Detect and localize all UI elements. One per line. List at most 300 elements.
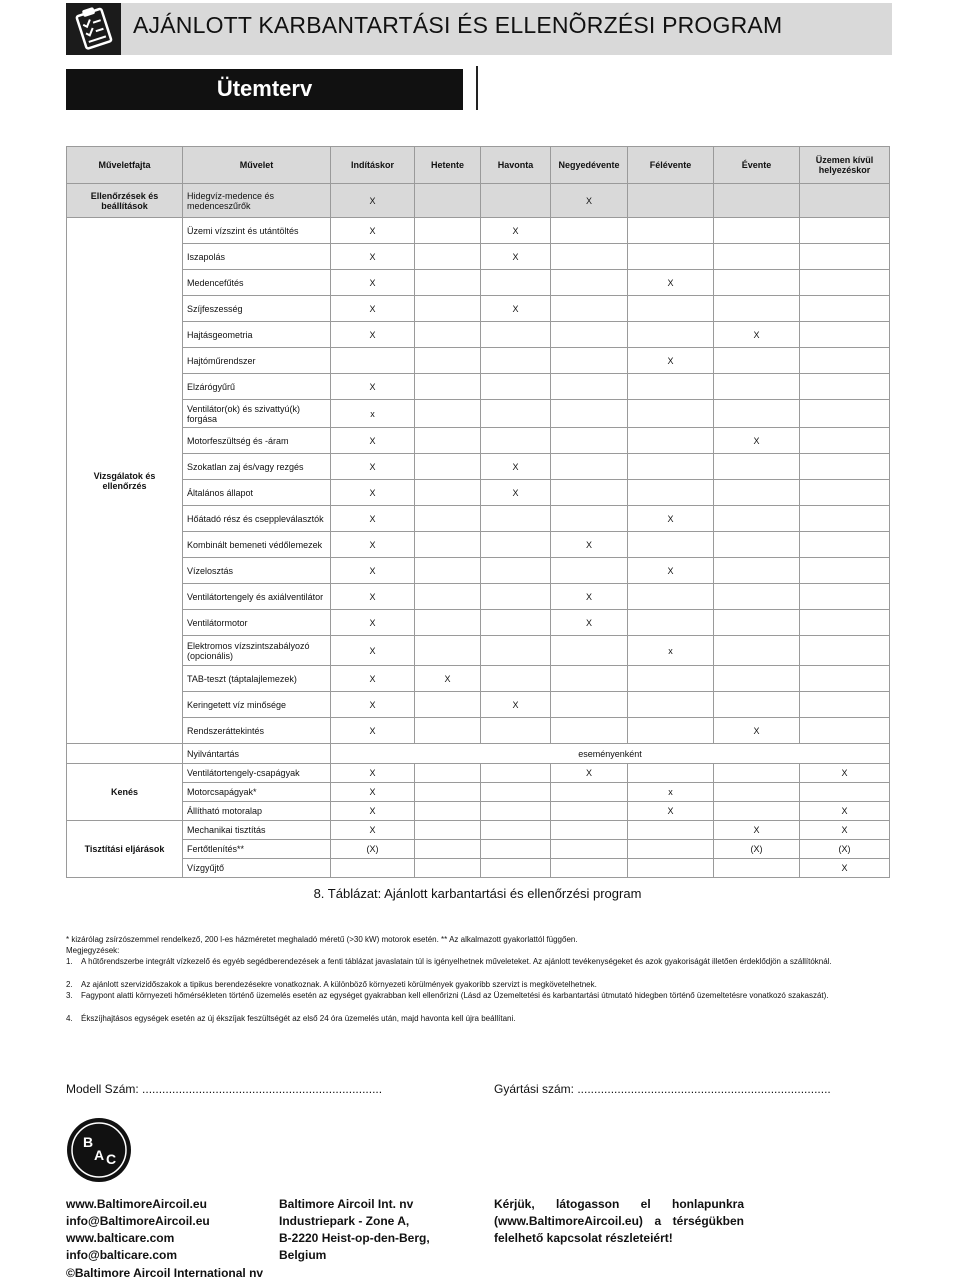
frequency-mark-cell <box>800 610 890 636</box>
frequency-mark-cell <box>415 783 481 802</box>
footer-link[interactable]: www.BaltimoreAircoil.eu <box>66 1197 207 1211</box>
frequency-mark-cell <box>628 480 714 506</box>
frequency-mark-cell <box>628 296 714 322</box>
frequency-mark-cell <box>481 506 551 532</box>
bac-logo <box>66 1117 132 1183</box>
operation-cell: Hőátadó rész és cseppleválasztók <box>183 506 331 532</box>
frequency-mark-cell <box>551 270 628 296</box>
operation-cell: Üzemi vízszint és utántöltés <box>183 218 331 244</box>
frequency-mark-cell <box>481 322 551 348</box>
frequency-mark-cell: X <box>551 764 628 783</box>
footer-link[interactable]: info@BaltimoreAircoil.eu <box>66 1214 210 1228</box>
frequency-mark-cell <box>800 718 890 744</box>
frequency-mark-cell <box>481 821 551 840</box>
frequency-mark-cell <box>551 400 628 428</box>
frequency-mark-cell: X <box>800 764 890 783</box>
table-caption: 8. Táblázat: Ajánlott karbantartási és ellenőrzési program <box>313 886 642 901</box>
frequency-mark-cell <box>628 454 714 480</box>
frequency-mark-cell <box>800 270 890 296</box>
frequency-mark-cell: X <box>331 322 415 348</box>
frequency-mark-cell <box>415 218 481 244</box>
serial-number-field[interactable]: Gyártási szám: ............................................................................ <box>494 1082 831 1096</box>
frequency-mark-cell <box>714 636 800 666</box>
frequency-mark-cell <box>628 532 714 558</box>
column-header: Félévente <box>628 147 714 184</box>
frequency-mark-cell: X <box>628 802 714 821</box>
frequency-mark-cell <box>628 244 714 270</box>
operation-cell: Fertőtlenítés** <box>183 840 331 859</box>
operation-cell: Szokatlan zaj és/vagy rezgés <box>183 454 331 480</box>
frequency-mark-cell <box>551 636 628 666</box>
frequency-mark-cell <box>551 802 628 821</box>
operation-cell: Hajtóműrendszer <box>183 348 331 374</box>
svg-text:C: C <box>106 1151 117 1167</box>
frequency-mark-cell <box>415 859 481 878</box>
frequency-mark-cell <box>714 218 800 244</box>
frequency-mark-cell: X <box>331 636 415 666</box>
frequency-mark-cell: X <box>714 322 800 348</box>
table-row <box>67 783 890 802</box>
frequency-mark-cell <box>481 840 551 859</box>
frequency-mark-cell <box>415 718 481 744</box>
frequency-mark-cell <box>714 802 800 821</box>
frequency-mark-cell <box>714 374 800 400</box>
column-header: Évente <box>714 147 800 184</box>
frequency-mark-cell <box>551 322 628 348</box>
operation-cell: Vízgyűjtő <box>183 859 331 878</box>
frequency-mark-cell <box>714 480 800 506</box>
frequency-mark-cell <box>714 244 800 270</box>
frequency-mark-cell <box>551 348 628 374</box>
table-row <box>67 374 890 400</box>
frequency-mark-cell: x <box>331 400 415 428</box>
column-header: Hetente <box>415 147 481 184</box>
operation-cell: Általános állapot <box>183 480 331 506</box>
frequency-mark-cell <box>481 558 551 584</box>
frequency-mark-cell <box>551 666 628 692</box>
frequency-mark-cell <box>481 348 551 374</box>
address-line: Belgium <box>279 1248 327 1262</box>
frequency-mark-cell: X <box>331 821 415 840</box>
frequency-mark-cell: X <box>551 584 628 610</box>
frequency-mark-cell <box>800 374 890 400</box>
frequency-mark-cell <box>800 584 890 610</box>
frequency-mark-cell <box>628 218 714 244</box>
operation-cell: Hajtásgeometria <box>183 322 331 348</box>
operation-cell: Vízelosztás <box>183 558 331 584</box>
frequency-mark-cell <box>415 480 481 506</box>
frequency-mark-cell <box>628 859 714 878</box>
frequency-mark-cell <box>415 506 481 532</box>
frequency-mark-cell <box>415 348 481 374</box>
frequency-mark-cell <box>628 428 714 454</box>
frequency-mark-cell <box>628 374 714 400</box>
operation-cell: Nyilvántartás <box>183 744 331 764</box>
frequency-mark-cell: X <box>481 244 551 270</box>
header-divider <box>476 66 478 110</box>
frequency-mark-cell <box>628 821 714 840</box>
frequency-mark-cell <box>628 764 714 783</box>
frequency-mark-cell <box>415 244 481 270</box>
frequency-mark-cell: X <box>481 454 551 480</box>
column-header: Műveletfajta <box>67 147 183 184</box>
frequency-mark-cell <box>714 783 800 802</box>
note-text: Fagypont alatti környezeti hőmérsékleten történő üzemelés esetén az egységet gyakrabban kell ellenőrizni (Lásd az Üzemeltetési és karbantartási útmutató hidegben történő üzemeltetésre vonatkozó szakaszát). <box>81 991 829 1000</box>
table-row <box>67 244 890 270</box>
frequency-mark-cell: X <box>628 270 714 296</box>
operation-type-cell: Kenés <box>67 764 183 821</box>
page-title: AJÁNLOTT KARBANTARTÁSI ÉS ELLENÕRZÉSI PROGRAM <box>133 12 783 38</box>
frequency-mark-cell <box>551 244 628 270</box>
frequency-mark-cell <box>481 428 551 454</box>
table-row <box>67 454 890 480</box>
frequency-mark-cell <box>415 764 481 783</box>
frequency-mark-cell <box>714 610 800 636</box>
note-item <box>66 979 889 990</box>
frequency-mark-cell <box>415 692 481 718</box>
operation-type-cell <box>67 744 183 764</box>
operation-cell: Medencefűtés <box>183 270 331 296</box>
frequency-mark-cell <box>800 348 890 374</box>
frequency-mark-cell: X <box>331 428 415 454</box>
frequency-mark-cell <box>714 859 800 878</box>
frequency-mark-cell: X <box>331 610 415 636</box>
frequency-mark-cell: X <box>331 764 415 783</box>
table-row <box>67 400 890 428</box>
frequency-mark-cell: X <box>331 506 415 532</box>
frequency-note-cell: eseményenként <box>331 744 890 764</box>
frequency-mark-cell <box>481 532 551 558</box>
operation-cell: Mechanikai tisztítás <box>183 821 331 840</box>
frequency-mark-cell <box>714 532 800 558</box>
frequency-mark-cell <box>714 454 800 480</box>
frequency-mark-cell <box>628 666 714 692</box>
frequency-mark-cell <box>551 480 628 506</box>
column-header: Művelet <box>183 147 331 184</box>
frequency-mark-cell: X <box>714 821 800 840</box>
frequency-mark-cell <box>800 244 890 270</box>
frequency-mark-cell: X <box>331 558 415 584</box>
note-number: 2. <box>66 980 73 989</box>
note-text: Ékszíjhajtásos egységek esetén az új ékszíjak feszültségét az első 24 óra üzemelés után, majd havonta kell újra beállítani. <box>81 1014 516 1023</box>
operation-cell: Keringetett víz minősége <box>183 692 331 718</box>
frequency-mark-cell: X <box>331 532 415 558</box>
model-number-field[interactable]: Modell Szám: ........................................................................ <box>66 1082 383 1096</box>
table-row <box>67 840 890 859</box>
frequency-mark-cell <box>481 610 551 636</box>
frequency-mark-cell <box>415 532 481 558</box>
frequency-mark-cell: X <box>331 666 415 692</box>
table-row <box>67 821 890 840</box>
table-row <box>67 218 890 244</box>
table-row <box>67 666 890 692</box>
frequency-mark-cell: X <box>331 218 415 244</box>
frequency-mark-cell <box>628 840 714 859</box>
frequency-mark-cell <box>714 296 800 322</box>
frequency-mark-cell <box>800 218 890 244</box>
frequency-mark-cell <box>551 718 628 744</box>
frequency-mark-cell <box>628 692 714 718</box>
frequency-mark-cell <box>800 454 890 480</box>
frequency-mark-cell: X <box>331 454 415 480</box>
frequency-mark-cell: (X) <box>800 840 890 859</box>
operation-cell: Ventilátormotor <box>183 610 331 636</box>
svg-text:A: A <box>94 1147 105 1163</box>
frequency-mark-cell: X <box>800 821 890 840</box>
frequency-mark-cell <box>551 454 628 480</box>
frequency-mark-cell <box>628 184 714 218</box>
frequency-mark-cell: X <box>628 558 714 584</box>
operation-cell: Állítható motoralap <box>183 802 331 821</box>
frequency-mark-cell <box>481 764 551 783</box>
frequency-mark-cell: X <box>331 584 415 610</box>
maintenance-table <box>66 146 890 878</box>
frequency-mark-cell <box>481 636 551 666</box>
frequency-mark-cell <box>714 692 800 718</box>
frequency-mark-cell: X <box>331 184 415 218</box>
frequency-mark-cell: X <box>331 692 415 718</box>
frequency-mark-cell <box>415 840 481 859</box>
visit-line: Kérjük, látogasson el honlapunkra <box>494 1197 744 1211</box>
frequency-mark-cell <box>481 400 551 428</box>
frequency-mark-cell <box>415 270 481 296</box>
frequency-mark-cell <box>800 296 890 322</box>
operation-cell: Ventilátor(ok) és szivattyú(k) forgása <box>183 400 331 428</box>
footer-visit-note <box>494 1196 744 1247</box>
svg-text:B: B <box>83 1134 94 1150</box>
frequency-mark-cell <box>481 666 551 692</box>
table-row <box>67 506 890 532</box>
table-row <box>67 184 890 218</box>
operation-cell: Hidegvíz-medence és medenceszűrők <box>183 184 331 218</box>
table-row <box>67 558 890 584</box>
column-header: Negyedévente <box>551 147 628 184</box>
frequency-mark-cell <box>714 666 800 692</box>
frequency-mark-cell: (X) <box>331 840 415 859</box>
frequency-mark-cell: X <box>800 802 890 821</box>
frequency-mark-cell: X <box>714 428 800 454</box>
frequency-mark-cell <box>714 506 800 532</box>
operation-cell: TAB-teszt (táptalajlemezek) <box>183 666 331 692</box>
frequency-mark-cell: X <box>331 270 415 296</box>
table-row <box>67 322 890 348</box>
frequency-mark-cell <box>800 558 890 584</box>
frequency-mark-cell <box>415 400 481 428</box>
footer-link[interactable]: www.balticare.com <box>66 1231 175 1245</box>
frequency-mark-cell: X <box>628 506 714 532</box>
frequency-mark-cell: X <box>551 610 628 636</box>
frequency-mark-cell <box>628 400 714 428</box>
frequency-mark-cell <box>551 296 628 322</box>
frequency-mark-cell: X <box>331 296 415 322</box>
operation-type-cell: Vizsgálatok és ellenőrzés <box>67 218 183 744</box>
notes-heading: Megjegyzések: <box>66 946 120 955</box>
frequency-mark-cell: X <box>714 718 800 744</box>
footer-link[interactable]: info@balticare.com <box>66 1248 178 1262</box>
operation-cell: Motorcsapágyak* <box>183 783 331 802</box>
frequency-mark-cell: x <box>628 636 714 666</box>
table-body <box>67 184 890 878</box>
clipboard-checklist-icon <box>66 3 121 55</box>
frequency-mark-cell <box>551 428 628 454</box>
frequency-mark-cell <box>415 454 481 480</box>
frequency-mark-cell <box>551 374 628 400</box>
address-line: Industriepark - Zone A, <box>279 1214 410 1228</box>
note-number: 3. <box>66 991 73 1000</box>
frequency-mark-cell: x <box>628 783 714 802</box>
frequency-mark-cell: X <box>415 666 481 692</box>
frequency-mark-cell <box>551 840 628 859</box>
frequency-mark-cell <box>551 859 628 878</box>
frequency-mark-cell <box>551 783 628 802</box>
table-row <box>67 636 890 666</box>
frequency-mark-cell <box>800 692 890 718</box>
frequency-mark-cell: X <box>331 802 415 821</box>
frequency-mark-cell: X <box>551 532 628 558</box>
frequency-mark-cell <box>800 636 890 666</box>
frequency-mark-cell <box>481 584 551 610</box>
frequency-mark-cell <box>481 718 551 744</box>
frequency-mark-cell <box>800 666 890 692</box>
frequency-mark-cell <box>415 296 481 322</box>
frequency-mark-cell <box>714 764 800 783</box>
frequency-mark-cell <box>628 610 714 636</box>
table-row <box>67 859 890 878</box>
operation-cell: Motorfeszültség és -áram <box>183 428 331 454</box>
table-row <box>67 270 890 296</box>
frequency-mark-cell: X <box>481 218 551 244</box>
frequency-mark-cell <box>714 400 800 428</box>
frequency-mark-cell: X <box>481 296 551 322</box>
frequency-mark-cell <box>481 270 551 296</box>
frequency-mark-cell <box>415 322 481 348</box>
visit-line: (www.BaltimoreAircoil.eu) a térségükben <box>494 1214 744 1228</box>
table-row <box>67 348 890 374</box>
operation-cell: Ventilátortengely és axiálventilátor <box>183 584 331 610</box>
table-row <box>67 802 890 821</box>
frequency-mark-cell <box>800 532 890 558</box>
frequency-mark-cell: (X) <box>714 840 800 859</box>
note-text: A hűtőrendszerbe integrált vízkezelő és egyéb segédberendezések a fenti táblázat javaslatain túl is igényelhetnek műveleteket. Az ajánlott tevékenységeket és azok gyakoriságát illetően érdeklődjön a szállítóknál. <box>81 957 832 966</box>
frequency-mark-cell <box>481 859 551 878</box>
frequency-mark-cell <box>714 270 800 296</box>
address-line: Baltimore Aircoil Int. nv <box>279 1197 414 1211</box>
frequency-mark-cell <box>551 821 628 840</box>
note-number: 4. <box>66 1014 73 1023</box>
operation-cell: Elektromos vízszintszabályozó (opcionális) <box>183 636 331 666</box>
copyright: ©Baltimore Aircoil International nv <box>66 1266 264 1280</box>
frequency-mark-cell <box>800 428 890 454</box>
frequency-mark-cell <box>415 821 481 840</box>
operation-cell: Ventilátortengely-csapágyak <box>183 764 331 783</box>
frequency-mark-cell: X <box>331 374 415 400</box>
table-footnote: * kizárólag zsírzószemmel rendelkező, 200 l-es házméretet meghaladó méretű (>30 kW) motorok esetén. ** Az alkalmazott gyakorlattól függően. <box>66 935 578 944</box>
frequency-mark-cell <box>714 348 800 374</box>
table-row <box>67 480 890 506</box>
schedule-banner <box>66 69 463 110</box>
column-header: Havonta <box>481 147 551 184</box>
frequency-mark-cell <box>415 428 481 454</box>
table-row <box>67 718 890 744</box>
frequency-mark-cell <box>800 783 890 802</box>
frequency-mark-cell <box>481 783 551 802</box>
table-row <box>67 692 890 718</box>
visit-line: felelhető kapcsolat részleteiért! <box>494 1231 673 1245</box>
operation-cell: Szíjfeszesség <box>183 296 331 322</box>
frequency-mark-cell <box>551 558 628 584</box>
frequency-mark-cell: X <box>551 184 628 218</box>
frequency-mark-cell <box>331 348 415 374</box>
operation-cell: Kombinált bemeneti védőlemezek <box>183 532 331 558</box>
frequency-mark-cell <box>800 322 890 348</box>
address-line: B-2220 Heist-op-den-Berg, <box>279 1231 430 1245</box>
frequency-mark-cell: X <box>628 348 714 374</box>
frequency-mark-cell: X <box>800 859 890 878</box>
frequency-mark-cell <box>481 374 551 400</box>
table-row <box>67 610 890 636</box>
table-row <box>67 744 890 764</box>
frequency-mark-cell <box>800 480 890 506</box>
operation-type-cell: Tisztítási eljárások <box>67 821 183 878</box>
frequency-mark-cell: X <box>331 783 415 802</box>
operation-type-cell: Ellenőrzések és beállítások <box>67 184 183 218</box>
frequency-mark-cell <box>800 506 890 532</box>
operation-cell: Rendszeráttekintés <box>183 718 331 744</box>
table-row <box>67 532 890 558</box>
schedule-title: Ütemterv <box>216 76 313 101</box>
note-item <box>66 956 889 978</box>
footer-contacts <box>66 1196 210 1264</box>
table-row <box>67 764 890 783</box>
maintenance-table-container <box>66 146 889 884</box>
frequency-mark-cell <box>714 558 800 584</box>
frequency-mark-cell <box>628 584 714 610</box>
operation-cell: Elzárógyűrű <box>183 374 331 400</box>
frequency-mark-cell <box>551 506 628 532</box>
frequency-mark-cell <box>714 184 800 218</box>
column-header: Üzemen kívül helyezéskor <box>800 147 890 184</box>
frequency-mark-cell: X <box>331 718 415 744</box>
footer-address <box>279 1196 430 1264</box>
frequency-mark-cell <box>415 636 481 666</box>
frequency-mark-cell <box>415 802 481 821</box>
frequency-mark-cell <box>551 218 628 244</box>
frequency-mark-cell <box>481 802 551 821</box>
note-text: Az ajánlott szervizidőszakok a tipikus berendezésekre vonatkoznak. A különböző környezeti körülmények gyakoribb szervizt is megkövetelhetnek. <box>81 980 597 989</box>
frequency-mark-cell <box>331 859 415 878</box>
operation-cell: Iszapolás <box>183 244 331 270</box>
table-row <box>67 428 890 454</box>
frequency-mark-cell <box>800 400 890 428</box>
table-row <box>67 584 890 610</box>
frequency-mark-cell <box>415 584 481 610</box>
frequency-mark-cell <box>628 718 714 744</box>
note-number: 1. <box>66 957 73 966</box>
frequency-mark-cell: X <box>331 480 415 506</box>
note-item <box>66 1013 889 1024</box>
frequency-mark-cell <box>415 558 481 584</box>
frequency-mark-cell <box>800 184 890 218</box>
frequency-mark-cell <box>481 184 551 218</box>
table-row <box>67 296 890 322</box>
table-header-row <box>67 147 890 184</box>
frequency-mark-cell: X <box>481 692 551 718</box>
frequency-mark-cell: X <box>481 480 551 506</box>
note-item <box>66 990 889 1012</box>
frequency-mark-cell <box>415 184 481 218</box>
frequency-mark-cell <box>415 610 481 636</box>
frequency-mark-cell <box>714 584 800 610</box>
